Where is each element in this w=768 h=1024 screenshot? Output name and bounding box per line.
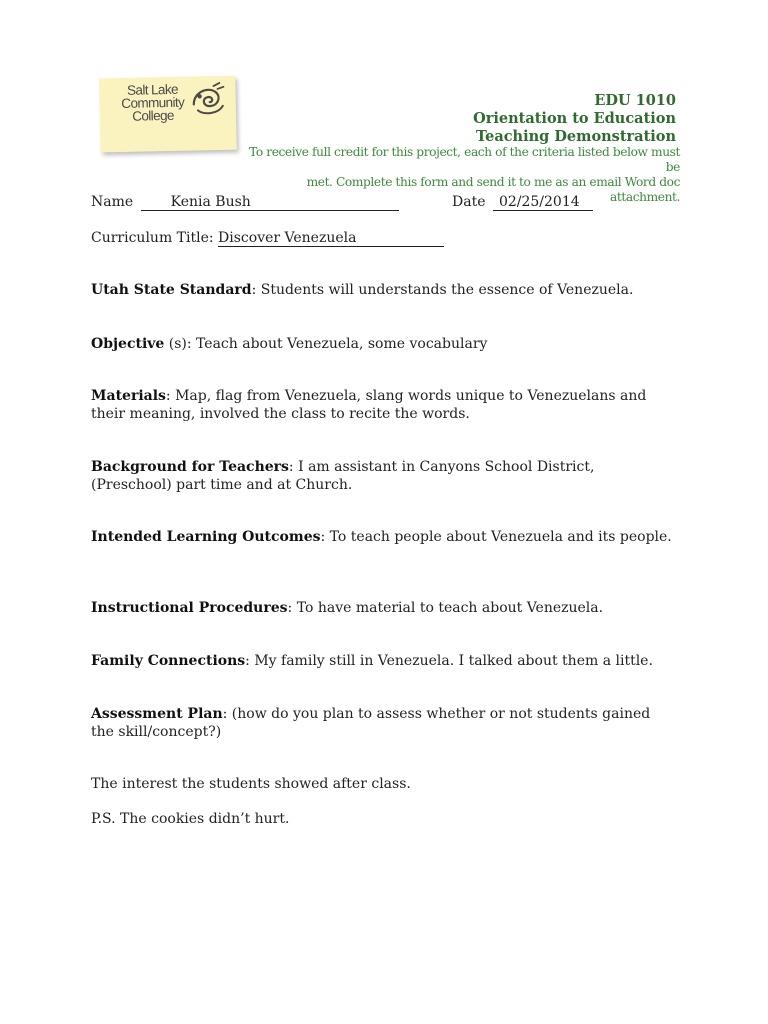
- date-label: Date: [452, 194, 486, 210]
- logo-line-2: Community: [121, 94, 185, 111]
- materials-text: : Map, flag from Venezuela, slang words unique to Venezuelans and their meaning, involved the class to recite the words.: [91, 388, 647, 422]
- standard-label: Utah State Standard: [91, 282, 252, 298]
- procedures-label: Instructional Procedures: [91, 600, 288, 616]
- background-text: : I am assistant in Canyons School District, (Preschool) part time and at Church.: [91, 459, 595, 493]
- outcomes-section: [91, 528, 676, 546]
- objective-section: [91, 335, 676, 353]
- college-name: [107, 82, 198, 123]
- course-code: EDU 1010: [594, 92, 676, 109]
- background-label: Background for Teachers: [91, 459, 289, 475]
- date-field: 02/25/2014: [493, 195, 593, 211]
- objective-label: Objective: [91, 336, 165, 352]
- date-row: [452, 193, 593, 211]
- name-label: Name: [91, 194, 134, 210]
- course-header: [473, 92, 676, 146]
- family-section: [91, 652, 676, 670]
- assessment-text: : (how do you plan to assess whether or not students gained the skill/concept?): [91, 706, 651, 740]
- family-text: : My family still in Venezuela. I talked about them a little.: [245, 653, 653, 669]
- instructions-line-1: To receive full credit for this project, each of the criteria listed below must be: [249, 145, 680, 174]
- assignment-title: Teaching Demonstration: [475, 128, 676, 145]
- family-label: Family Connections: [91, 653, 246, 669]
- standard-text: : Students will understands the essence of Venezuela.: [251, 282, 634, 298]
- college-logo: [99, 76, 237, 153]
- standard-section: [91, 281, 676, 299]
- assessment-label: Assessment Plan: [91, 706, 223, 722]
- materials-section: [91, 387, 676, 423]
- procedures-section: [91, 599, 676, 617]
- logo-line-3: College: [132, 107, 174, 124]
- slcc-swirl-icon: [187, 80, 228, 121]
- curriculum-field: Discover Venezuela: [218, 231, 444, 247]
- outcomes-label: Intended Learning Outcomes: [91, 529, 321, 545]
- curriculum-row: [91, 229, 444, 247]
- curriculum-label: Curriculum Title:: [91, 230, 214, 246]
- background-section: [91, 458, 676, 494]
- assessment-section: [91, 705, 676, 741]
- instructions-line-2: met. Complete this form and send it to me as an email Word doc attachment.: [306, 175, 680, 204]
- assessment-answer: The interest the students showed after class.: [91, 776, 411, 792]
- logo-line-1: Salt Lake: [126, 81, 179, 98]
- outcomes-text: : To teach people about Venezuela and its people.: [320, 529, 672, 545]
- name-field: Kenia Bush: [141, 195, 399, 211]
- postscript: P.S. The cookies didn’t hurt.: [91, 811, 290, 827]
- name-row: [91, 193, 399, 211]
- procedures-text: : To have material to teach about Venezuela.: [287, 600, 604, 616]
- objective-text: (s): Teach about Venezuela, some vocabulary: [164, 336, 488, 352]
- course-name: Orientation to Education: [473, 110, 676, 127]
- materials-label: Materials: [91, 388, 166, 404]
